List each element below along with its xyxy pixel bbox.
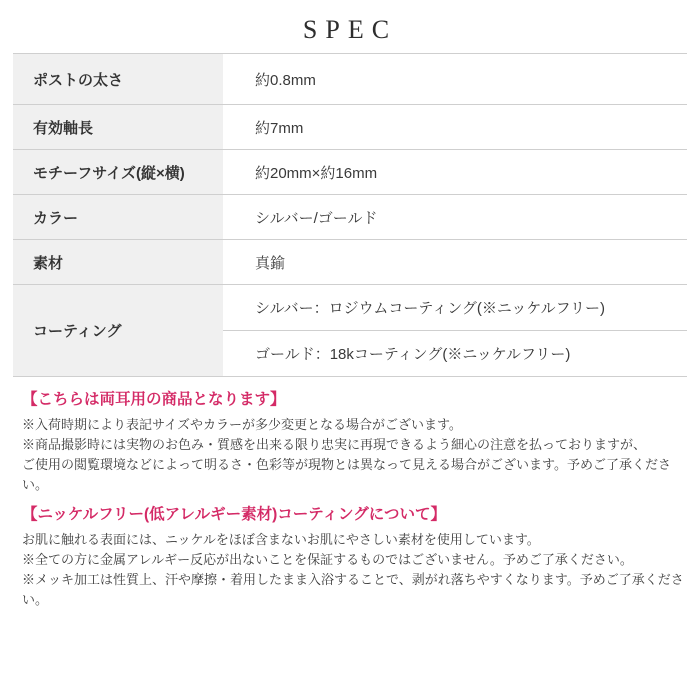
spec-value-material: 真鍮 bbox=[223, 240, 687, 285]
spec-row-post-thickness bbox=[13, 54, 687, 105]
spec-label-shaft-length: 有効軸長 bbox=[13, 105, 223, 150]
spec-value-coating-gold: ゴールド：18kコーティング(※ニッケルフリー) bbox=[223, 331, 687, 377]
note-heading-nickel-free: 【ニッケルフリー(低アレルギー素材)コーティングについて】 bbox=[22, 506, 446, 523]
spec-label-post-thickness: ポストの太さ bbox=[13, 54, 223, 105]
note-line: ※商品撮影時には実物のお色み・質感を出来る限り忠実に再現できるよう細心の注意を払っておりますが、 bbox=[22, 437, 647, 452]
spec-row-shaft-length bbox=[13, 105, 687, 150]
note-line: ※入荷時期により表記サイズやカラーが多少変更となる場合がございます。 bbox=[22, 417, 462, 432]
spec-row-material bbox=[13, 240, 687, 285]
spec-value-color: シルバー/ゴールド bbox=[223, 195, 687, 240]
spec-row-color bbox=[13, 195, 687, 240]
spec-table bbox=[13, 53, 687, 377]
spec-label-material: 素材 bbox=[13, 240, 223, 285]
spec-value-shaft-length: 約7mm bbox=[223, 105, 687, 150]
note-line: ※全ての方に金属アレルギー反応が出ないことを保証するものではございません。予めご了承ください。 bbox=[22, 552, 633, 567]
note-line: ※メッキ加工は性質上、汗や摩擦・着用したまま入浴することで、剥がれ落ちやすくなります。予めご了承ください。 bbox=[22, 572, 684, 607]
note-section-nickel-free bbox=[22, 504, 690, 610]
spec-value-motif-size: 約20mm×約16mm bbox=[223, 150, 687, 195]
spec-label-coating: コーティング bbox=[13, 285, 223, 377]
spec-label-motif-size: モチーフサイズ(縦×横) bbox=[13, 150, 223, 195]
note-section-both-ears bbox=[22, 389, 690, 495]
spec-value-coating-silver: シルバー：ロジウムコーティング(※ニッケルフリー) bbox=[223, 285, 687, 331]
spec-label-color: カラー bbox=[13, 195, 223, 240]
note-line: ご使用の閲覧環境などによって明るさ・色彩等が現物とは異なって見える場合がございます。予めご了承ください。 bbox=[22, 457, 671, 492]
spec-value-post-thickness: 約0.8mm bbox=[223, 54, 687, 105]
page-title: SPEC bbox=[302, 15, 398, 44]
note-line: お肌に触れる表面には、ニッケルをほぼ含まないお肌にやさしい素材を使用しています。 bbox=[22, 532, 540, 547]
note-heading-both-ears: 【こちらは両耳用の商品となります】 bbox=[22, 391, 286, 408]
spec-row-coating-silver bbox=[13, 285, 687, 331]
spec-row-motif-size bbox=[13, 150, 687, 195]
